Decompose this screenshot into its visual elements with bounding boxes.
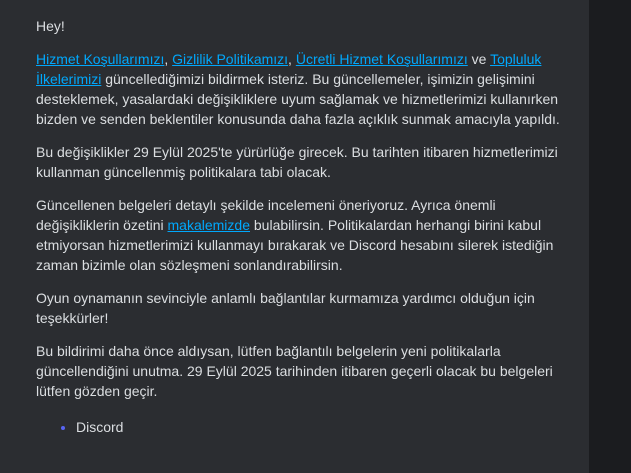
separator-text: ,: [164, 51, 173, 67]
right-gutter: [589, 0, 631, 473]
conjunction-text: ve: [467, 51, 491, 67]
list-item: • Discord: [76, 417, 569, 437]
greeting-text: Hey!: [36, 18, 65, 34]
bullet-list: [36, 417, 569, 437]
thanks-paragraph: Oyun oynamanın sevinciyle anlamlı bağlantılar kurmamıza yardımcı olduğun için teşekkürler!: [36, 290, 535, 326]
separator-text: ,: [288, 51, 296, 67]
effective-date-paragraph: Bu değişiklikler 29 Eylül 2025'te yürürlüğe girecek. Bu tarihten itibaren hizmetlerimizi kullanman güncellenmiş politikalara tabi olacak.: [36, 144, 558, 180]
intro-rest-text: güncellediğimizi bildirmek isteriz. Bu güncellemeler, işimizin gelişimini desteklemek, yasalardaki değişikliklere uyum sağlamak ve hizmetlerimizi kullanırken bizden ve senden beklentiler konusunda daha fazla açıklık sunmak amacıyla yapıldı.: [36, 71, 560, 127]
review-text-after: bulabilirsin. Politikalardan herhangi birini kabul etmiyorsan hizmetlerimizi kullanmayı bırakarak ve Discord hesabını silerek istediğin zaman bizimle olan sözleşmeni sonlandırabilirsin.: [36, 217, 554, 273]
review-paragraph: [36, 195, 569, 275]
article-link[interactable]: makalemizde: [167, 217, 250, 233]
reminder-paragraph: Bu bildirimi daha önce aldıysan, lütfen bağlantılı belgelerin yeni politikalarla güncellendiğini unutma. 29 Eylül 2025 tarihinden itibaren geçerli olacak bu belgeleri lütfen gözden geçir.: [36, 343, 553, 399]
review-text-before: Güncellenen belgeleri detaylı şekilde incelemeni öneriyoruz. Ayrıca önemli değişikliklerin özetini: [36, 197, 496, 233]
community-guidelines-link[interactable]: Topluluk İlkelerimizi: [36, 51, 542, 87]
privacy-policy-link[interactable]: Gizlilik Politikamızı: [172, 51, 289, 67]
terms-of-service-link[interactable]: Hizmet Koşullarımızı: [36, 51, 165, 67]
paid-services-terms-link[interactable]: Ücretli Hizmet Koşullarımızı: [295, 51, 468, 67]
intro-paragraph: [36, 49, 569, 129]
